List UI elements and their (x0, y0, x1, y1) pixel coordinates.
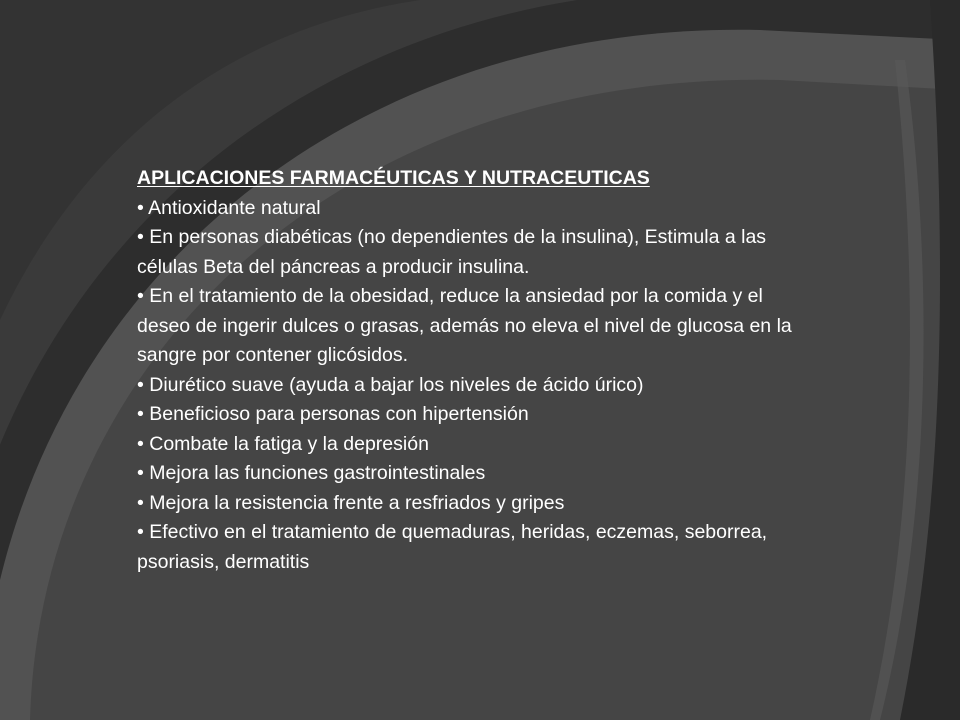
bullet-text: Mejora las funciones gastrointestinales (149, 462, 486, 484)
bullet-list (137, 194, 817, 578)
bullet-text: Combate la fatiga y la depresión (149, 432, 429, 455)
bullet-text: En el tratamiento de la obesidad, reduce la ansiedad por la comida y el deseo de ingerir dulces o grasas, además no eleva el nivel de glucosa en la sangre por contener glicósidos. (137, 285, 792, 366)
bullet-text: Mejora la resistencia frente a resfriados y gripes (149, 491, 565, 514)
bullet-marker: • (137, 521, 144, 543)
bullet-item (137, 194, 817, 224)
bullet-item (137, 430, 817, 460)
bullet-marker: • (137, 226, 144, 248)
bullet-item (137, 518, 817, 577)
bullet-item (137, 489, 817, 519)
bullet-item (137, 459, 817, 489)
slide-content (137, 164, 817, 577)
bullet-text: Efectivo en el tratamiento de quemaduras, heridas, eczemas, seborrea, psoriasis, dermatitis (137, 521, 768, 573)
bullet-item (137, 223, 817, 282)
bullet-item (137, 371, 817, 401)
bullet-marker: • (137, 196, 144, 219)
bullet-text: Diurético suave (ayuda a bajar los niveles de ácido úrico) (149, 373, 644, 396)
bullet-marker: • (137, 373, 144, 396)
bullet-item (137, 400, 817, 430)
bullet-text: Antioxidante natural (148, 196, 321, 219)
bullet-marker: • (137, 462, 144, 484)
slide-heading: APLICACIONES FARMACÉUTICAS Y NUTRACEUTICAS (137, 167, 650, 189)
bullet-marker: • (137, 403, 144, 425)
bullet-marker: • (137, 491, 144, 514)
bullet-marker: • (137, 285, 144, 307)
bullet-text: En personas diabéticas (no dependientes de la insulina), Estimula a las células Beta del páncreas a producir insulina. (137, 226, 767, 278)
bullet-item (137, 282, 817, 371)
bullet-text: Beneficioso para personas con hipertensión (149, 403, 529, 425)
bullet-marker: • (137, 432, 144, 455)
